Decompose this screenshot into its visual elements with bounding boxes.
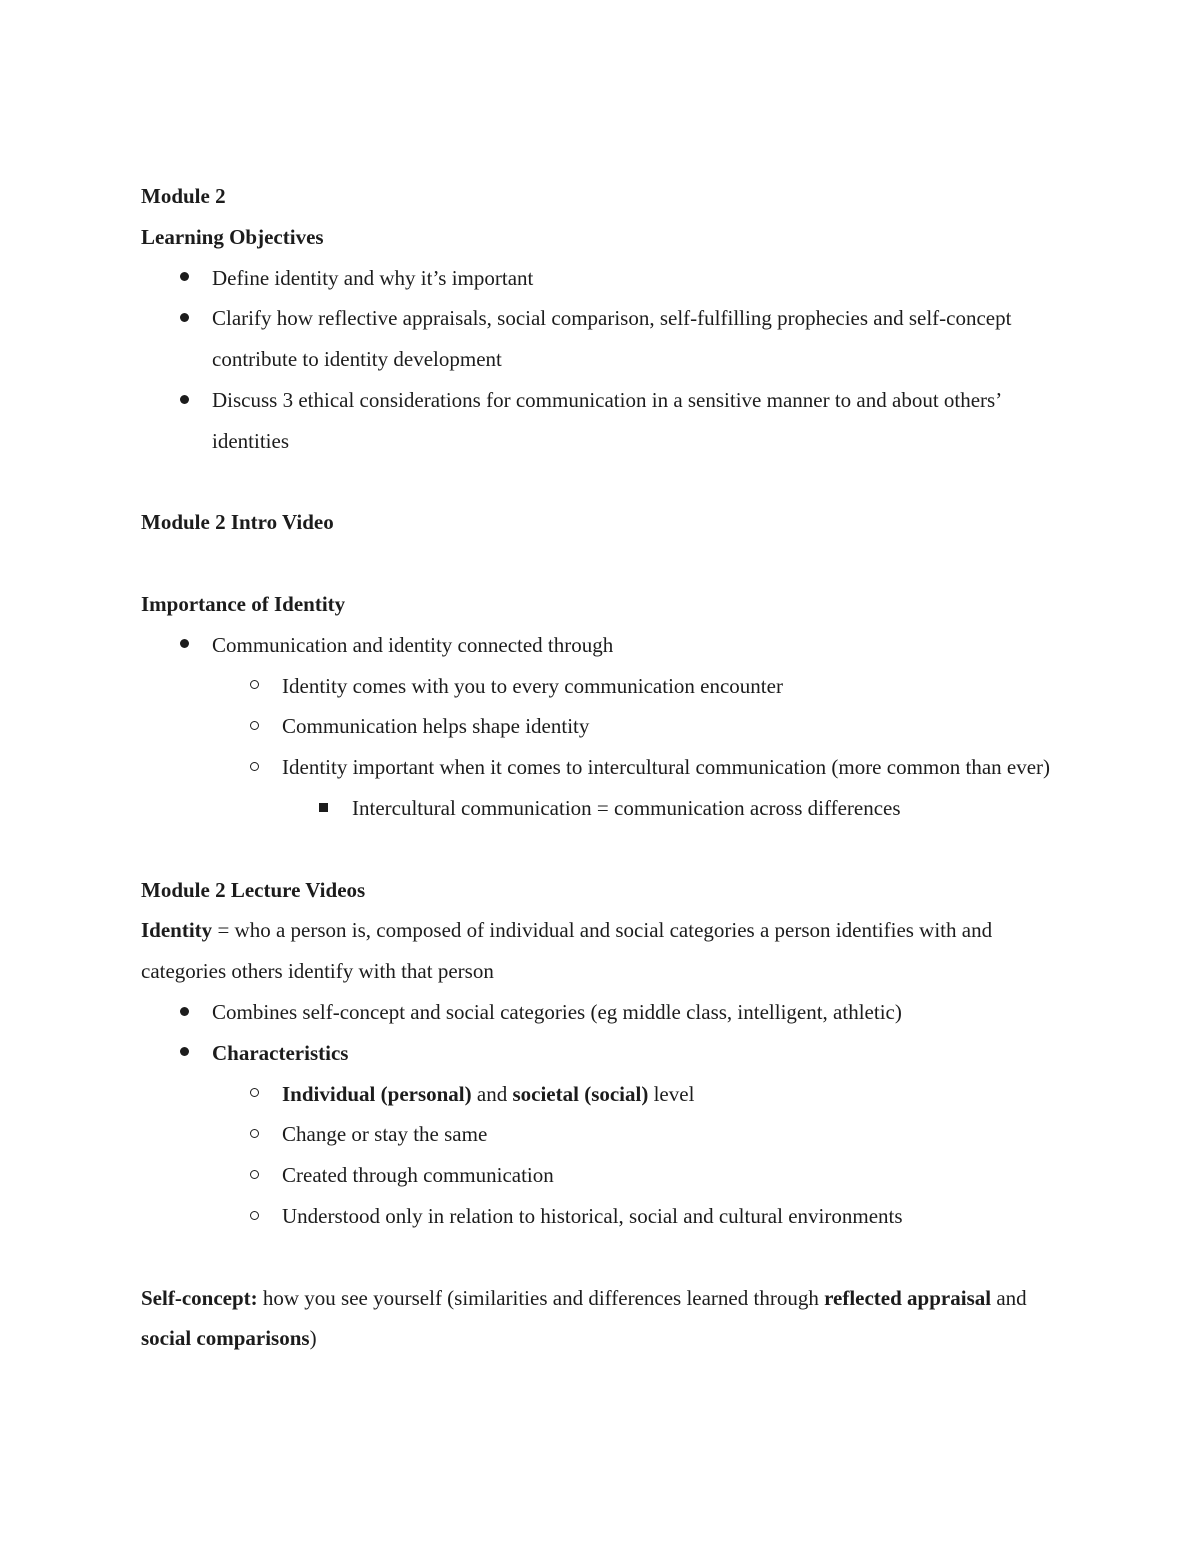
objective-text: Clarify how reflective appraisals, social comparison, self-fulfilling prophecies and self-concept contribute to identity development (212, 306, 1012, 372)
list-item (141, 625, 1071, 666)
bullet-dot-icon (174, 1033, 194, 1074)
bullet-dot-icon (174, 298, 194, 339)
characteristic-bold: Individual (personal) (282, 1081, 472, 1106)
lecture-item-text: Combines self-concept and social categories (eg middle class, intelligent, athletic) (212, 999, 902, 1024)
importance-subitem-text: Identity comes with you to every communication encounter (282, 673, 783, 698)
identity-definition (141, 910, 1071, 992)
list-item (141, 706, 1071, 747)
characteristic-text: Change or stay the same (282, 1122, 488, 1147)
self-concept-bold: reflected appraisal (824, 1285, 992, 1310)
learning-objectives-list (141, 258, 1071, 462)
characteristic-plain: and (471, 1081, 513, 1106)
list-item (141, 992, 1071, 1033)
list-item (141, 666, 1071, 707)
characteristic-bold: societal (social) (512, 1081, 649, 1106)
self-concept-bold: social comparisons (141, 1326, 310, 1351)
importance-list (141, 625, 1071, 829)
identity-term: Identity (141, 918, 213, 943)
bullet-circle-icon (244, 1074, 264, 1115)
importance-item-text: Communication and identity connected through (212, 632, 614, 657)
bullet-circle-icon (244, 706, 264, 747)
list-item (141, 788, 1071, 829)
characteristics-heading: Characteristics (212, 1040, 349, 1065)
bullet-circle-icon (244, 747, 264, 788)
list-item (141, 1033, 1071, 1074)
objective-text: Discuss 3 ethical considerations for communication in a sensitive manner to and about others’ identities (212, 387, 1001, 453)
self-concept-text: ) (309, 1326, 317, 1351)
characteristic-text: Created through communication (282, 1163, 554, 1188)
lecture-list (141, 992, 1071, 1237)
bullet-dot-icon (174, 258, 194, 299)
importance-subitem-text: Communication helps shape identity (282, 714, 590, 739)
list-item (141, 1074, 1071, 1115)
characteristic-plain: level (648, 1081, 695, 1106)
list-item (141, 380, 1071, 462)
self-concept-text: how you see yourself (similarities and differences learned through (257, 1285, 825, 1310)
bullet-square-icon (313, 788, 333, 829)
characteristic-text: Understood only in relation to historical, social and cultural environments (282, 1203, 903, 1228)
lecture-videos-heading: Module 2 Lecture Videos (141, 877, 366, 902)
bullet-dot-icon (174, 992, 194, 1033)
intro-video-heading: Module 2 Intro Video (141, 510, 334, 535)
module-title: Module 2 (141, 184, 226, 208)
bullet-dot-icon (174, 625, 194, 666)
bullet-circle-icon (244, 1155, 264, 1196)
learning-objectives-heading: Learning Objectives (141, 224, 324, 249)
importance-subsubitem-text: Intercultural communication = communication across differences (352, 795, 901, 820)
bullet-circle-icon (244, 1114, 264, 1155)
list-item (141, 1155, 1071, 1196)
objective-text: Define identity and why it’s important (212, 265, 534, 290)
list-item (141, 298, 1071, 380)
bullet-circle-icon (244, 666, 264, 707)
list-item (141, 747, 1071, 788)
bullet-dot-icon (174, 380, 194, 421)
characteristic-text (282, 1082, 694, 1106)
self-concept-text: and (991, 1285, 1027, 1310)
list-item (141, 1196, 1071, 1237)
list-item (141, 1114, 1071, 1155)
list-item (141, 258, 1071, 299)
self-concept-paragraph (141, 1278, 1071, 1360)
self-concept-term: Self-concept: (141, 1285, 258, 1310)
document-content (141, 176, 1071, 1359)
importance-heading: Importance of Identity (141, 591, 346, 616)
importance-subitem-text: Identity important when it comes to intercultural communication (more common than ever) (282, 755, 1051, 780)
identity-definition-text: = who a person is, composed of individual and social categories a person identifies with and categories others identify with that person (141, 918, 993, 984)
bullet-circle-icon (244, 1196, 264, 1237)
